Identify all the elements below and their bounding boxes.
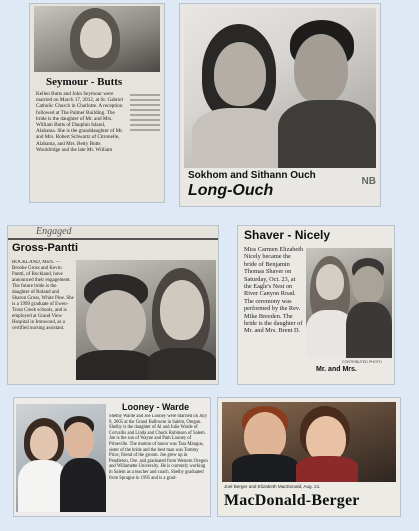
headline: Seymour - Butts <box>46 76 123 88</box>
headline: Gross-Pantti <box>12 242 79 254</box>
article-body: Kellen Butts and John Seymour were married on March 17, 2012, at St. Gabriel Catholic Church in Charlotte. A reception followed at The Palmer Building. The bride is the daughter of Mr. and Mrs. William Butts of Dauphin Island, Alabama. She is the granddaughter of Mr. and Mrs. Robert Schwartz of Citronelle, Alabama, and Mrs. Betty Butts Wooldridge and the late Mr. William <box>36 91 124 153</box>
photo-credit: CONTRIBUTED PHOTO <box>342 360 382 364</box>
bride-photo <box>34 6 160 72</box>
article-body: Miss Carmen Elizabeth Nicely became the bride of Benjamin Thomas Shaver on Saturday, Oct. 23, at the Eagle's Nest on River Canyon Road. The ceremony was performed by the Rev. Mike Breeden. The bride is the daughter of Mr. and Mrs. Brent D. <box>244 246 304 335</box>
article-body: ROCKLAND, Mich. — Brooke Gross and Kevin Pantti, of Rockland, have announced their engagement. The future bride is the daughter of Roland and Sharon Gross, White Pine. She is a 1999 graduate of Ewen-Trout Creek schools, and is employed at Grand View Hospital in Ironwood, as a certified nursing assistant. <box>12 260 74 331</box>
couple-photo <box>16 404 106 512</box>
headline: Long-Ouch <box>188 182 274 199</box>
clipping-seymour-butts <box>30 4 164 202</box>
couple-photo <box>76 260 216 380</box>
headline: Looney - Warde <box>122 402 190 412</box>
names-caption: Sokhom and Sithann Ouch <box>188 170 316 181</box>
headline: MacDonald-Berger <box>224 492 360 509</box>
section-header: Engaged <box>36 226 72 237</box>
clipping-shaver-nicely <box>238 226 394 384</box>
couple-photo <box>222 402 396 482</box>
clipping-long-ouch <box>180 4 380 206</box>
headline: Shaver - Nicely <box>244 228 331 242</box>
clipping-looney-warde <box>14 398 210 516</box>
clipping-gross-pantti <box>8 226 218 384</box>
couple-photo <box>184 8 376 168</box>
clipping-macdonald-berger <box>218 398 400 516</box>
couple-photo <box>306 248 392 358</box>
station-logo: NB <box>361 176 376 187</box>
article-body: Shelby Warde and Joe Looney were married on July 9, 2005 at the Grand Ballroom in Salem, Oregon. Shelby is the daughter of Al and Julie Warde of Corvallis and Linda and Chuck Robinson of Salem. Joe is the son of Wayne and Pam Looney of Prineville. The matron of honor was Tara Mangus, sister of the bride and the best man was Tommy Price, friend of the groom. Joe grew up in Pendleton, Ore. and graduated from Western Oregon and Willamette University. He is currently working in Salem as a teacher and coach. Shelby graduated from Sprague in 1995 and is a grad- <box>109 414 208 481</box>
photo-caption: Joel Berger and Elizabeth MacDonald, Aug. 21. <box>224 484 321 489</box>
photo-caption: Mr. and Mrs. <box>316 366 357 373</box>
